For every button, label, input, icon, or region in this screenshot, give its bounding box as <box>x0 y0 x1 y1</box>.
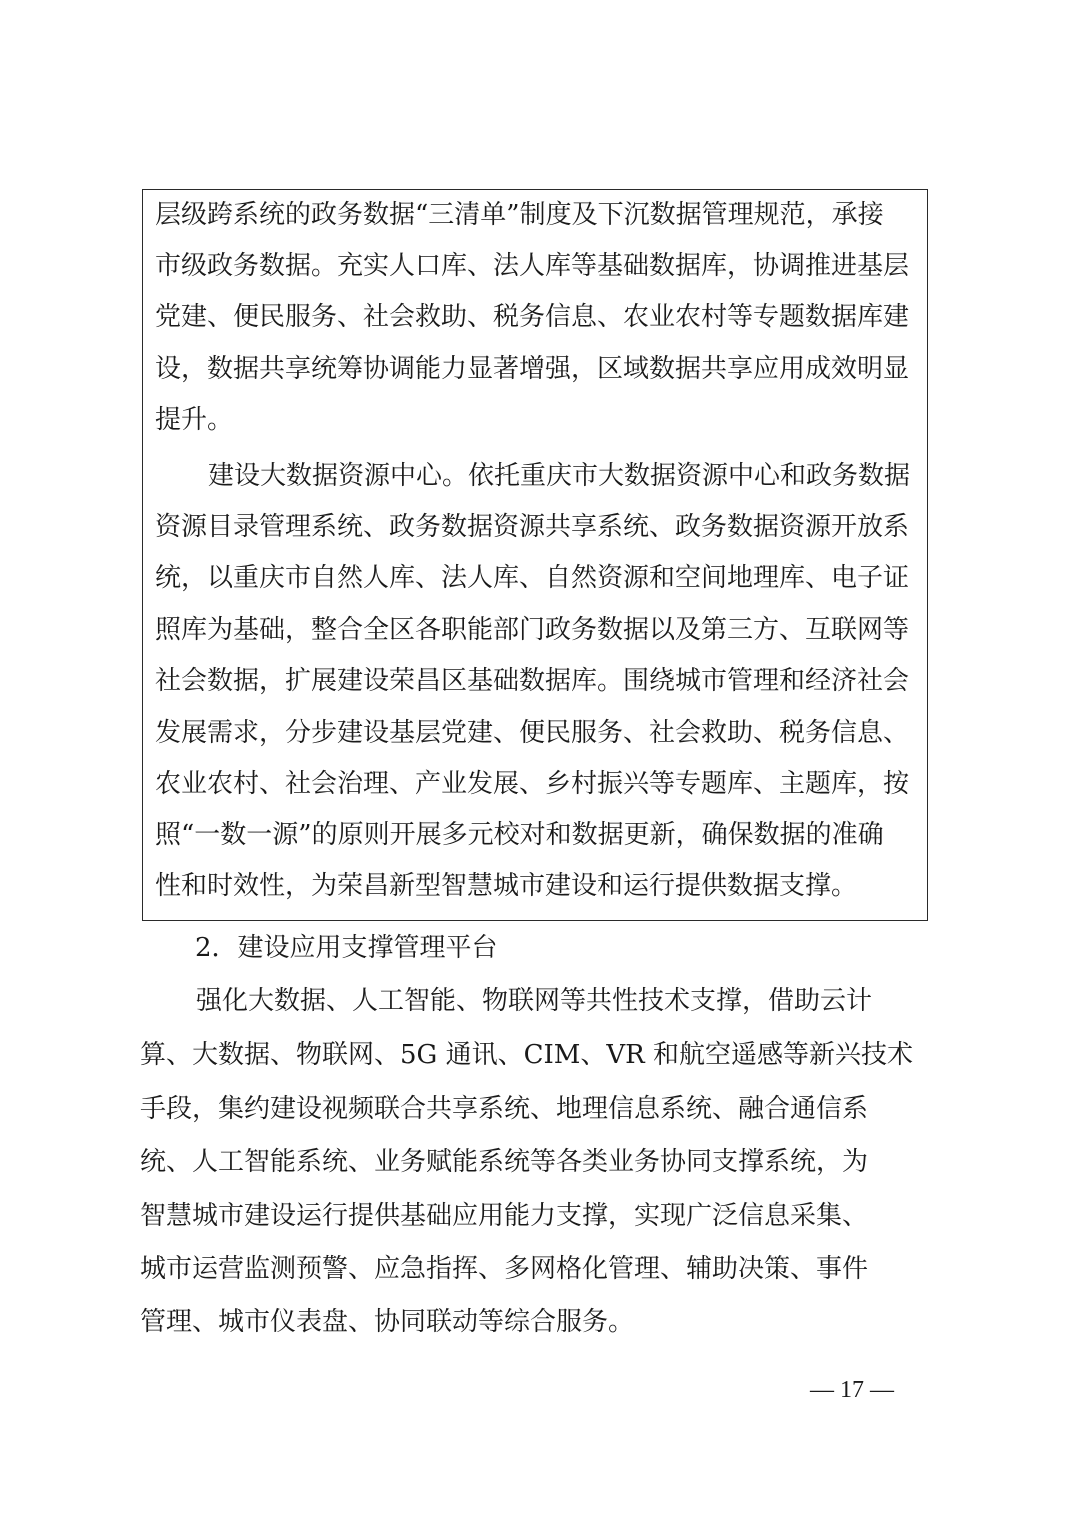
box-line: 层级跨系统的政务数据“三清单”制度及下沉数据管理规范，承接 <box>155 200 884 230</box>
body-line: 手段，集约建设视频联合共享系统、地理信息系统、融合通信系 <box>140 1094 869 1124</box>
box-line: 党建、便民服务、社会救助、税务信息、农业农村等专题数据库建 <box>155 302 910 332</box>
body-line: 管理、城市仪表盘、协同联动等综合服务。 <box>140 1307 635 1337</box>
box-line: 性和时效性，为荣昌新型智慧城市建设和运行提供数据支撑。 <box>155 871 858 901</box>
box-line: 发展需求，分步建设基层党建、便民服务、社会救助、税务信息、 <box>155 718 910 748</box>
box-line: 社会数据，扩展建设荣昌区基础数据库。围绕城市管理和经济社会 <box>155 666 910 696</box>
box-line: 市级政务数据。充实人口库、法人库等基础数据库，协调推进基层 <box>155 251 910 281</box>
box-line: 照库为基础，整合全区各职能部门政务数据以及第三方、互联网等 <box>155 615 910 645</box>
body-line: 城市运营监测预警、应急指挥、多网格化管理、辅助决策、事件 <box>140 1254 869 1284</box>
page-number: — 17 — <box>810 1377 894 1403</box>
bordered-text-box <box>142 189 928 921</box>
box-line: 资源目录管理系统、政务数据资源共享系统、政务数据资源开放系 <box>155 512 910 542</box>
box-line: 照“一数一源”的原则开展多元校对和数据更新，确保数据的准确 <box>155 820 884 850</box>
box-line: 统，以重庆市自然人库、法人库、自然资源和空间地理库、电子证 <box>155 563 910 593</box>
body-line: 强化大数据、人工智能、物联网等共性技术支撑，借助云计 <box>196 986 873 1016</box>
box-line: 农业农村、社会治理、产业发展、乡村振兴等专题库、主题库，按 <box>155 769 910 799</box>
body-line: 智慧城市建设运行提供基础应用能力支撑，实现广泛信息采集、 <box>140 1201 869 1231</box>
box-line: 提升。 <box>155 405 234 435</box>
section-heading: 2．建设应用支撑管理平台 <box>195 933 498 963</box>
box-line: 设，数据共享统筹协调能力显著增强，区域数据共享应用成效明显 <box>155 354 910 384</box>
box-line: 建设大数据资源中心。依托重庆市大数据资源中心和政务数据 <box>208 461 911 491</box>
body-line: 算、大数据、物联网、5G 通讯、CIM、VR 和航空遥感等新兴技术 <box>140 1040 913 1070</box>
body-line: 统、人工智能系统、业务赋能系统等各类业务协同支撑系统，为 <box>140 1147 869 1177</box>
